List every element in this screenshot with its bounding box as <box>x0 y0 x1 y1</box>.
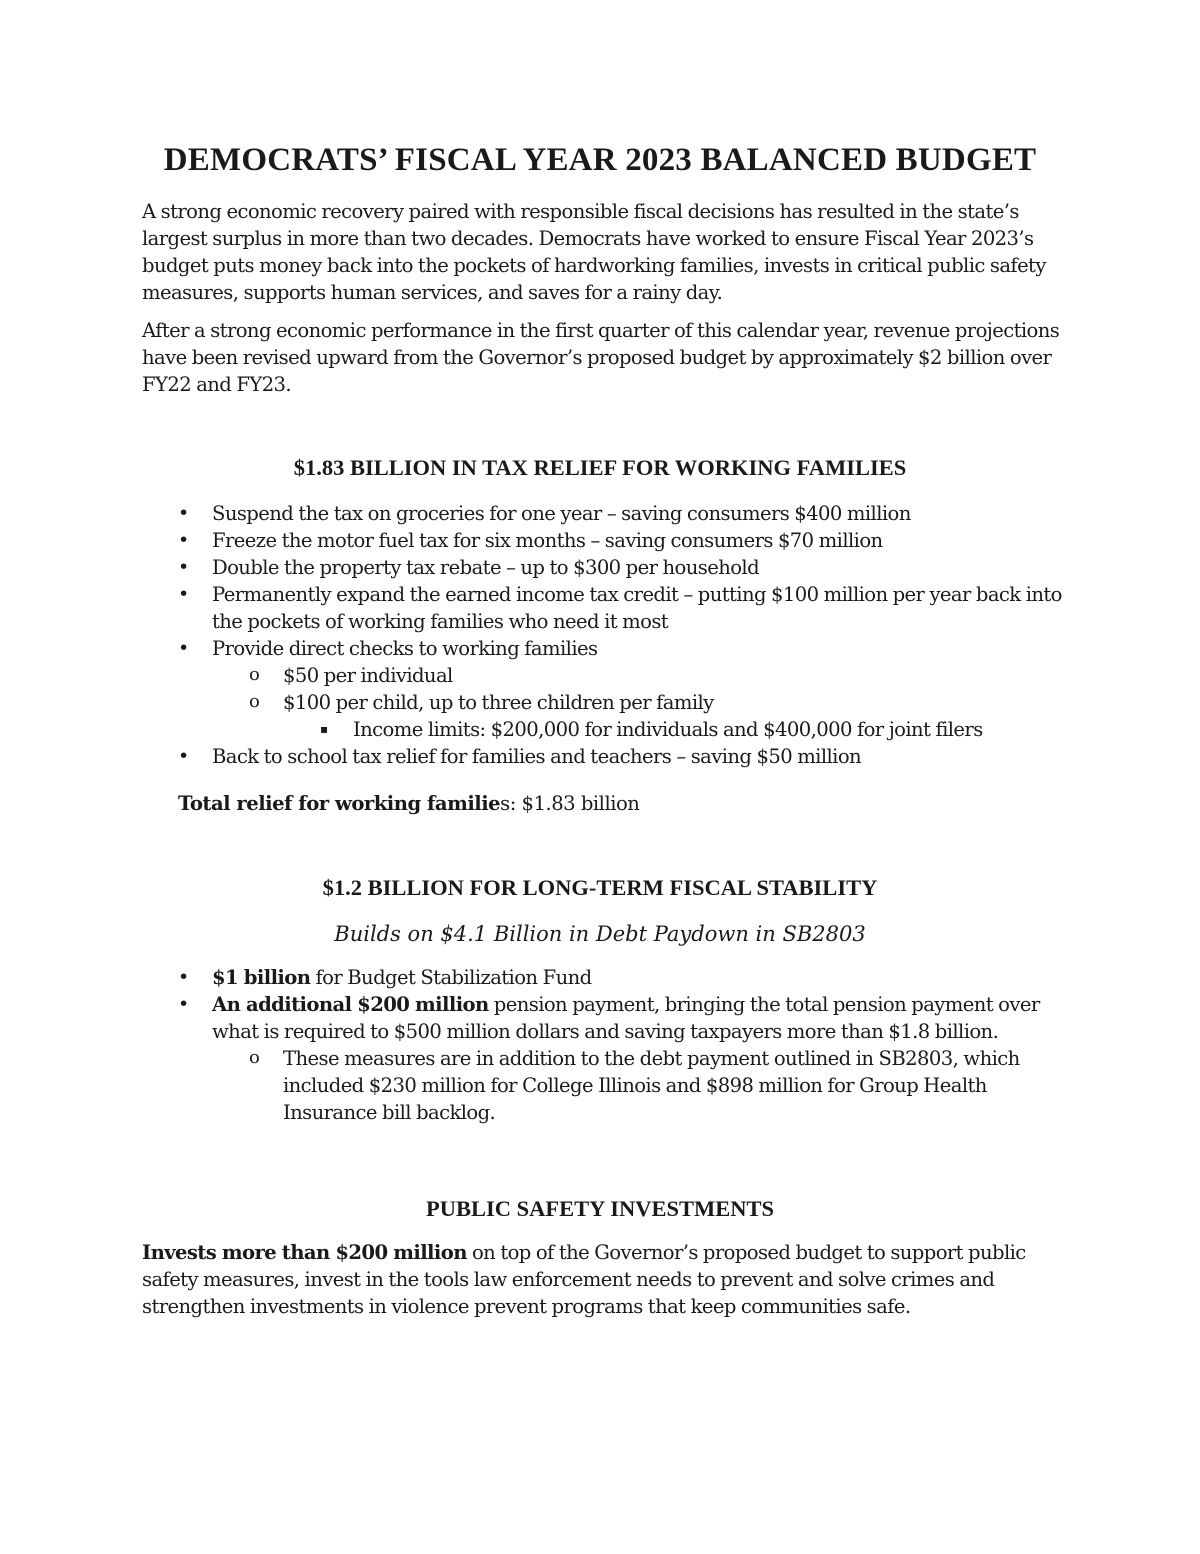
circle-bullet-icon: o <box>249 691 260 712</box>
square-bullet-icon: ▪ <box>320 722 328 736</box>
debt-payment-sublist <box>212 1045 1062 1126</box>
list-item: • Freeze the motor fuel tax for six months – saving consumers $70 million <box>178 529 883 552</box>
bullet-icon: • <box>178 745 189 767</box>
intro-paragraph-1: A strong economic recovery paired with responsible fiscal decisions has resulted in the state’s largest surplus in more than two decades. Democrats have worked to ensure Fiscal Year 2023’s budget puts money back into the pockets of hardworking families, invests in critical public safety measures, supports human services, and saves for a rainy day. <box>142 200 1046 304</box>
circle-bullet-icon: o <box>249 664 260 685</box>
fiscal-stability-subheading: Builds on $4.1 Billion in Debt Paydown in SB2803 <box>334 922 866 946</box>
list-item: • Permanently expand the earned income tax credit – putting $100 million per year back into the pockets of working families who need it most <box>178 583 1062 633</box>
list-item: • An additional $200 million pension payment, bringing the total pension payment over what is required to $500 million dollars and saving taxpayers more than $1.8 billion. o These measures are in addition to the debt payment outlined in SB2803, which included $230 million for College Illinois and $898 million for Group Health Insurance bill backlog. <box>212 991 1062 1126</box>
list-item: o $50 per individual <box>283 662 1062 689</box>
public-safety-paragraph: Invests more than $200 million on top of the Governor’s proposed budget to support public safety measures, invest in the tools law enforcement needs to prevent and solve crimes and strengthen investments in violence prevent programs that keep communities safe. <box>142 1241 1026 1318</box>
list-item: o $100 per child, up to three children per family ▪ Income limits: $200,000 for individuals and $400,000 for joint filers <box>283 689 1062 743</box>
total-relief-line: Total relief for working families: $1.83 billion <box>178 792 640 815</box>
bullet-icon: • <box>178 502 189 524</box>
list-item: • Double the property tax rebate – up to $300 per household <box>178 556 760 579</box>
fiscal-stability-heading: $1.2 BILLION FOR LONG-TERM FISCAL STABILITY <box>322 875 878 900</box>
list-item: o These measures are in addition to the debt payment outlined in SB2803, which included $230 million for College Illinois and $898 million for Group Health Insurance bill backlog. <box>283 1045 1062 1126</box>
bullet-icon: • <box>178 993 189 1015</box>
bullet-icon: • <box>178 556 189 578</box>
list-item: • Back to school tax relief for families and teachers – saving $50 million <box>178 745 862 768</box>
income-limits-sublist <box>283 716 1062 743</box>
tax-relief-list <box>178 500 1062 770</box>
list-item: • Suspend the tax on groceries for one year – saving consumers $400 million <box>178 502 911 525</box>
checks-sublist <box>212 662 1062 743</box>
public-safety-heading: PUBLIC SAFETY INVESTMENTS <box>426 1196 774 1221</box>
tax-relief-heading: $1.83 BILLION IN TAX RELIEF FOR WORKING FAMILIES <box>293 455 907 480</box>
bullet-icon: • <box>178 637 189 659</box>
list-item: ▪ Income limits: $200,000 for individuals and $400,000 for joint filers <box>320 718 983 741</box>
intro-paragraph-2: After a strong economic performance in the first quarter of this calendar year, revenue projections have been revised upward from the Governor’s proposed budget by approximately $2 billion over FY22 and FY23. <box>142 319 1060 396</box>
bullet-icon: • <box>178 529 189 551</box>
fiscal-stability-list <box>178 964 1062 1126</box>
list-item: • Provide direct checks to working families o $50 per individual o $100 per child, up to three children per family ▪ Income limits: $200,000 for individuals and $400,000 for joint filers <box>212 635 1062 743</box>
bullet-icon: • <box>178 966 189 988</box>
document-title: DEMOCRATS’ FISCAL YEAR 2023 BALANCED BUDGET <box>163 142 1037 178</box>
list-item: • $1 billion for Budget Stabilization Fund <box>178 966 592 989</box>
bullet-icon: • <box>178 583 189 605</box>
circle-bullet-icon: o <box>249 1047 260 1068</box>
